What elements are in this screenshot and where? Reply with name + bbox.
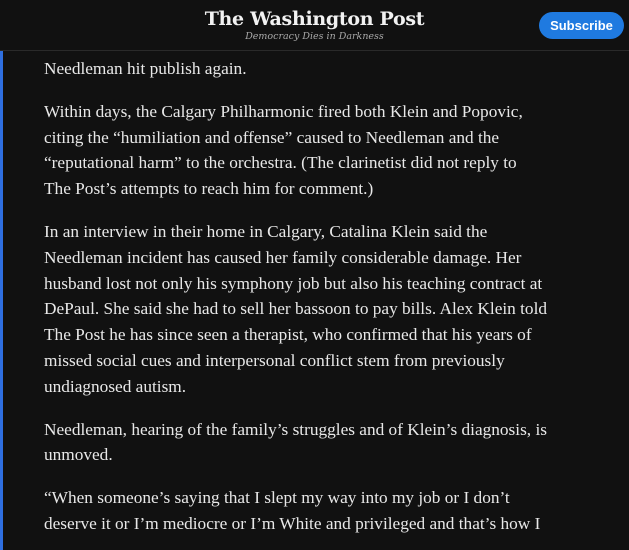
article-line: undiagnosed autism. <box>44 376 187 396</box>
washington-post-logo[interactable]: The Washington Post <box>204 8 425 30</box>
article-paragraph <box>44 219 589 400</box>
article-line: unmoved. <box>44 445 113 465</box>
window-edge-accent <box>0 0 3 550</box>
site-tagline: Democracy Dies in Darkness <box>245 31 384 42</box>
article-body <box>44 56 589 550</box>
article-line: husband lost not only his symphony job but also his teaching contract at <box>44 273 543 293</box>
article-line: DePaul. She said she had to sell her bassoon to pay bills. Alex Klein told <box>44 299 548 319</box>
article-line: Needleman, hearing of the family’s struggles and of Klein’s diagnosis, is <box>44 419 547 439</box>
article-line: Needleman incident has caused her family considerable damage. Her <box>44 247 522 267</box>
article-paragraph <box>44 99 589 202</box>
article-line: The Post’s attempts to reach him for comment.) <box>44 179 374 199</box>
article-paragraph <box>44 485 589 537</box>
article-line: “When someone’s saying that I slept my way into my job or I don’t <box>44 488 510 508</box>
article-paragraph <box>44 417 589 469</box>
site-header <box>0 0 629 51</box>
article-line: “reputational harm” to the orchestra. (The clarinetist did not reply to <box>44 153 517 173</box>
article-line: deserve it or I’m mediocre or I’m White and privileged and that’s how I <box>44 513 541 533</box>
article-line: missed social cues and interpersonal conflict stem from previously <box>44 350 505 370</box>
article-line: In an interview in their home in Calgary, Catalina Klein said the <box>44 221 488 241</box>
article-line: citing the “humiliation and offense” caused to Needleman and the <box>44 127 500 147</box>
article-paragraph <box>44 56 589 82</box>
article-line: Needleman hit publish again. <box>44 59 247 78</box>
article-line: The Post he has since seen a therapist, who confirmed that his years of <box>44 325 532 345</box>
subscribe-button[interactable]: Subscribe <box>539 12 624 39</box>
article-line: Within days, the Calgary Philharmonic fired both Klein and Popovic, <box>44 101 523 121</box>
